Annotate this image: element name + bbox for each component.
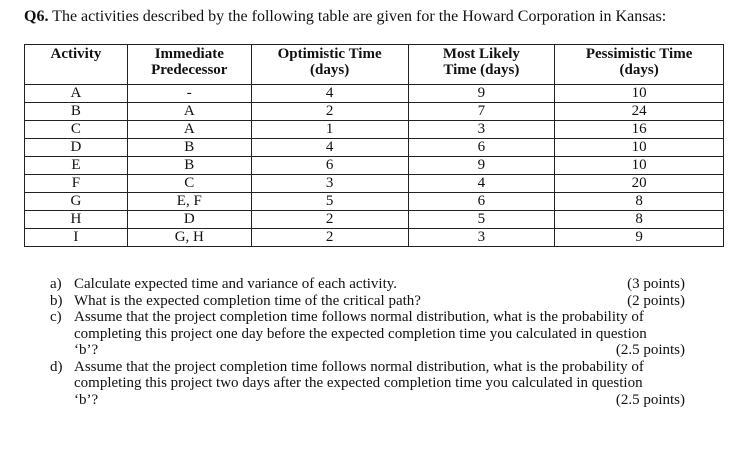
question-part (50, 293, 715, 310)
table-cell: B (127, 139, 251, 157)
table-cell: D (127, 211, 251, 229)
column-header-line: Most Likely (442, 46, 520, 62)
question-text: The activities described by the following table are given for the Howard Corporation in Kansas: (48, 8, 667, 25)
column-header (251, 45, 408, 85)
table-cell: 7 (408, 103, 555, 121)
question-parts (50, 276, 715, 408)
question-part (50, 276, 715, 293)
table-cell: A (25, 85, 128, 103)
table-cell: C (127, 175, 251, 193)
part-text-line: ‘b’? (74, 342, 99, 358)
table-row (25, 175, 724, 193)
activity-table (24, 44, 724, 247)
header-row (25, 45, 724, 85)
question-part (50, 359, 715, 409)
table-cell: B (127, 157, 251, 175)
part-text-line: Assume that the project completion time follows normal distribution, what is the probability of (74, 309, 644, 325)
table-cell: E, F (127, 193, 251, 211)
table-cell: 2 (251, 229, 408, 247)
column-header-line: Predecessor (151, 62, 228, 78)
table-cell: 3 (408, 121, 555, 139)
table-cell: C (25, 121, 128, 139)
table-cell: - (127, 85, 251, 103)
column-header (25, 45, 128, 85)
table-cell: 4 (251, 139, 408, 157)
table-row (25, 229, 724, 247)
table-cell: A (127, 121, 251, 139)
column-header (127, 45, 251, 85)
part-label: d) (50, 358, 63, 375)
table-cell: 6 (251, 157, 408, 175)
table-cell: G (25, 193, 128, 211)
part-text-line: What is the expected completion time of the critical path? (74, 292, 421, 309)
table-cell: 10 (555, 157, 724, 175)
part-text-line: Assume that the project completion time follows normal distribution, what is the probability of (74, 358, 644, 375)
table-cell: A (127, 103, 251, 121)
table-body (25, 85, 724, 247)
question-number: Q6. (24, 8, 49, 25)
table-cell: 8 (555, 211, 724, 229)
column-header-line: Time (days) (443, 62, 520, 78)
table-cell: 24 (555, 103, 724, 121)
table-cell: 8 (555, 193, 724, 211)
table-cell: 9 (408, 157, 555, 175)
column-header-line: (days) (310, 62, 350, 78)
points-label: (3 points) (627, 276, 685, 292)
table-cell: 5 (408, 211, 555, 229)
table-header (25, 45, 724, 85)
table-cell: E (25, 157, 128, 175)
table-cell: 3 (408, 229, 555, 247)
points-label: (2 points) (627, 292, 685, 309)
column-header (555, 45, 724, 85)
table-cell: 9 (408, 85, 555, 103)
table-cell: F (25, 175, 128, 193)
table-cell: 1 (251, 121, 408, 139)
question-heading (24, 8, 666, 26)
table-row (25, 103, 724, 121)
table-cell: H (25, 211, 128, 229)
table-cell: B (25, 103, 128, 121)
table-row (25, 157, 724, 175)
column-header-line: Pessimistic Time (585, 46, 693, 62)
question-part (50, 309, 715, 359)
table-cell: D (25, 139, 128, 157)
part-text-line: Calculate expected time and variance of each activity. (74, 276, 398, 292)
table-cell: 10 (555, 85, 724, 103)
table-cell: 5 (251, 193, 408, 211)
table-row (25, 121, 724, 139)
table-cell: 4 (408, 175, 555, 193)
column-header-line: (days) (619, 62, 659, 78)
column-header-line: Immediate (154, 46, 224, 62)
table-cell: 9 (555, 229, 724, 247)
table-row (25, 85, 724, 103)
table-row (25, 193, 724, 211)
part-label: b) (50, 292, 63, 309)
table-row (25, 211, 724, 229)
part-text-line: completing this project two days after the expected completion time you calculated in question (74, 375, 643, 391)
column-header (408, 45, 555, 85)
table-cell: 6 (408, 139, 555, 157)
part-label: a) (50, 276, 62, 292)
table-cell: I (25, 229, 128, 247)
part-text-line: completing this project one day before the expected completion time you calculated in question (74, 325, 647, 342)
table-cell: G, H (127, 229, 251, 247)
part-text-line: ‘b’? (74, 391, 99, 408)
column-header-line: Activity (50, 46, 102, 62)
table-cell: 2 (251, 103, 408, 121)
table-cell: 3 (251, 175, 408, 193)
part-label: c) (50, 309, 62, 325)
table-cell: 2 (251, 211, 408, 229)
table-cell: 16 (555, 121, 724, 139)
column-header-line: Optimistic Time (277, 46, 382, 62)
table-cell: 10 (555, 139, 724, 157)
table-cell: 6 (408, 193, 555, 211)
points-label: (2.5 points) (615, 391, 685, 408)
table-row (25, 139, 724, 157)
table-cell: 4 (251, 85, 408, 103)
table-cell: 20 (555, 175, 724, 193)
points-label: (2.5 points) (615, 342, 685, 358)
